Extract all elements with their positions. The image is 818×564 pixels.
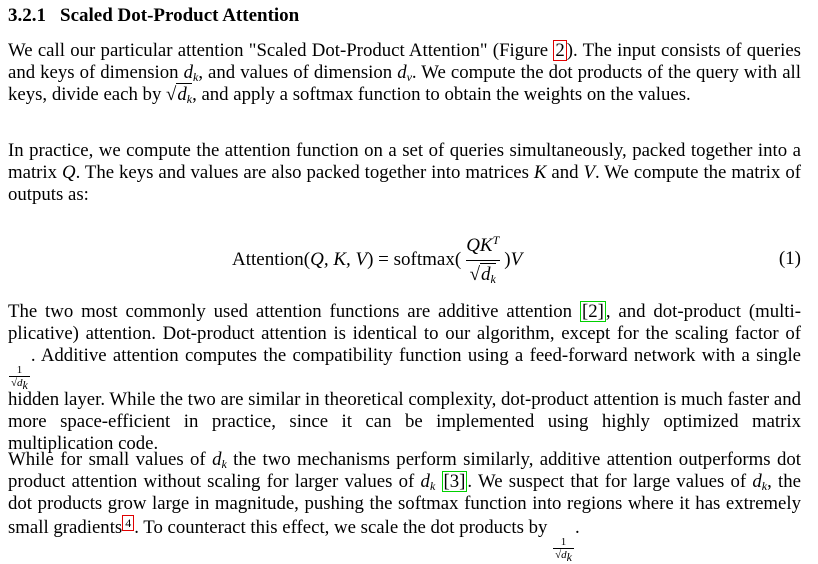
matrix-k: K [533, 162, 547, 183]
citation-3-link[interactable]: [3] [443, 471, 466, 492]
eq-denominator: $√d_k$ [466, 260, 500, 287]
paragraph-2 [8, 140, 801, 206]
p3-text-3: . Additive attention computes the compatibility function using a feed-forward network with a single hidden layer. While the two are similar in theoretical complexity, dot-product attention is much faster and more space-efficient in practice, since it can be implemented using highly optimized matrix multiplication code. [8, 345, 801, 454]
p2-text-4: . We compute the matrix of outputs as: [8, 162, 801, 205]
equation-number: (1) [778, 248, 801, 269]
scaling-fraction: $\frac{1}{√d_k}$ [11, 364, 28, 392]
scaling-fraction-2: $\frac{1}{√d_k}$ [555, 536, 572, 564]
p4-text-3: . We suspect that for large values of [467, 471, 753, 492]
p3-text-2: , and dot-product (multi-plicative) attention. Dot-product attention is identical to our algorithm, except for the scaling factor of [8, 301, 801, 344]
p2-text-2: . The keys and values are also packed together into matrices [75, 162, 534, 183]
eq-attention: Attention( [232, 249, 311, 270]
section-title: Scaled Dot-Product Attention [60, 5, 300, 26]
p4-text-4: , the dot products grow large in magnitude, pushing the softmax function into regions where it has extremely small gradients [8, 471, 802, 538]
p4-text-1: While for small values of [8, 449, 213, 470]
p1-text-2: ). The input consists of queries and keys of dimension [8, 40, 801, 83]
equation-body [232, 228, 522, 292]
paragraph-3 [8, 301, 801, 455]
paragraph-4 [8, 449, 802, 564]
eq-args: Q, K, V [310, 249, 368, 270]
p1-text-3: , and values of dimension [198, 62, 398, 83]
p3-text-1: The two most commonly used attention functions are additive attention [8, 301, 580, 322]
dk-symbol: $d_k$ [212, 449, 227, 471]
footnote-4-link[interactable]: 4 [122, 515, 134, 531]
p2-text-3: and [546, 162, 584, 183]
section-number: 3.2.1 [8, 5, 46, 26]
matrix-q: Q [61, 162, 76, 183]
figure-2-link[interactable]: 2 [555, 40, 565, 61]
eq-numerator: $QK^T$ [466, 232, 500, 256]
p4-text-5: . To counteract this effect, we scale the dot products by [134, 517, 553, 538]
eq-softmax: ) = softmax( [367, 249, 462, 270]
dk-symbol: $d_k$ [183, 62, 199, 84]
eq-v: V [510, 249, 523, 270]
eq-close-paren: ) [504, 249, 511, 270]
p1-text-5: , and apply a softmax function to obtain the weights on the values. [192, 84, 691, 105]
paragraph-1 [8, 40, 801, 106]
p1-text-4: . We compute the dot products of the query with all keys, divide each by [8, 62, 801, 105]
dv-symbol: $d_v$ [397, 62, 412, 84]
section-heading [8, 5, 299, 27]
dk-symbol: $d_k$ [420, 471, 436, 493]
sqrt-dk: $√d_k$ [166, 84, 193, 106]
dk-symbol: $d_k$ [752, 471, 768, 493]
eq-fraction [462, 234, 503, 287]
citation-2-link[interactable]: [2] [581, 301, 604, 322]
p4-text-6: . [574, 517, 580, 538]
matrix-v: V [583, 162, 595, 183]
p4-text-2: the two mechanisms perform similarly, additive attention outperforms dot product attention without scaling for larger values of [8, 449, 801, 492]
p1-text-1: We call our particular attention "Scaled Dot-Product Attention" (Figure [8, 40, 554, 61]
p2-text-1: In practice, we compute the attention function on a set of queries simultaneously, packed together into a matrix [8, 140, 801, 183]
attention-equation [8, 228, 801, 292]
